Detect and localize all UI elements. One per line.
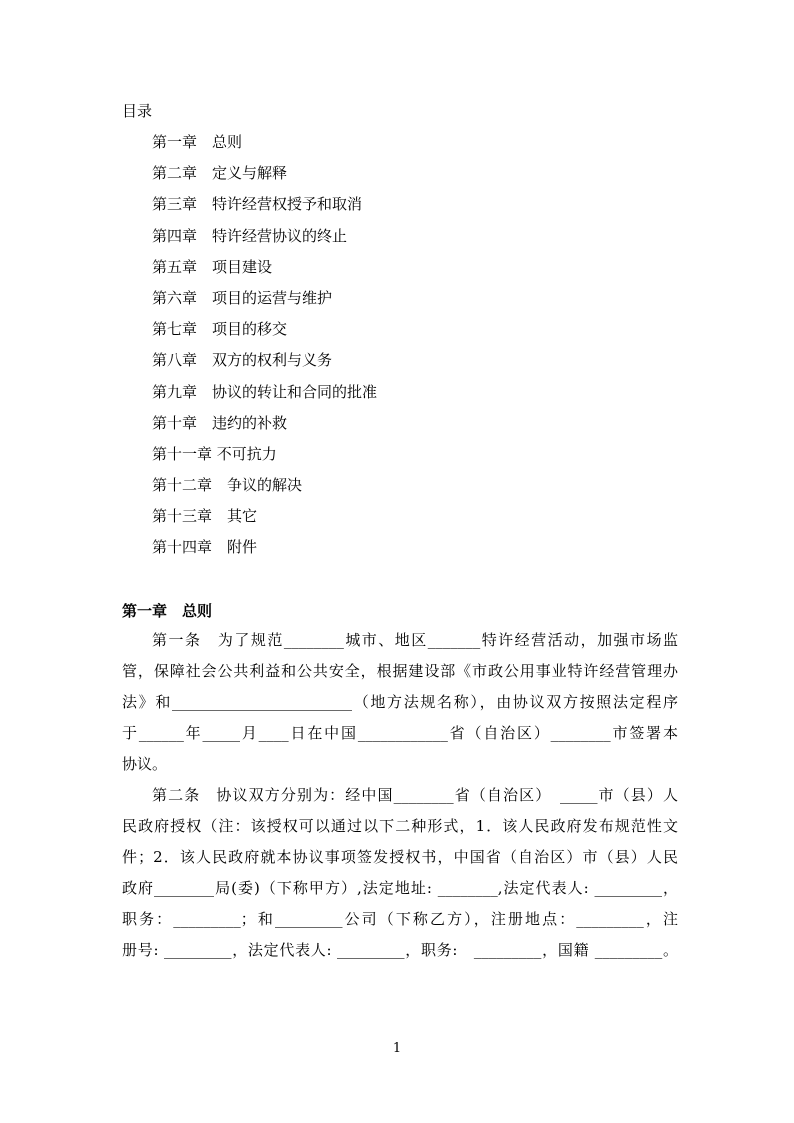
toc-item-chapter-11: 第十一章 不可抗力 <box>152 444 277 463</box>
article-2-line-2: 民政府授权（注：该授权可以通过以下二种形式，1．该人民政府发布规范性文 <box>122 817 678 835</box>
toc-item-chapter-12: 第十二章 争议的解决 <box>152 476 303 495</box>
chapter-1-heading: 第一章 总则 <box>122 602 213 620</box>
article-2-line-4: 政府________局(委)（下称甲方）,法定地址: ________,法定代表人: _________， <box>122 879 678 897</box>
article-1-line-4: 于______年_____月____日在中国____________省（自治区）________市签署本 <box>122 724 678 742</box>
article-1-line-5: 协议。 <box>122 755 168 773</box>
toc-item-chapter-4: 第四章 特许经营协议的终止 <box>152 226 348 245</box>
toc-item-chapter-14: 第十四章 附件 <box>152 538 258 557</box>
table-of-contents <box>152 131 377 568</box>
toc-title: 目录 <box>122 102 153 120</box>
article-1-line-2: 管，保障社会公共利益和公共安全，根据建设部《市政公用事业特许经营管理办 <box>122 662 678 680</box>
toc-item-chapter-9: 第九章 协议的转让和合同的批准 <box>152 382 378 401</box>
toc-item-chapter-2: 第二章 定义与解释 <box>152 164 288 183</box>
toc-item-chapter-8: 第八章 双方的权利与义务 <box>152 351 333 370</box>
toc-item-chapter-3: 第三章 特许经营权授予和取消 <box>152 195 363 214</box>
page-number: 1 <box>392 1041 402 1056</box>
toc-item-chapter-13: 第十三章 其它 <box>152 507 258 526</box>
article-1-line-3: 法》和________________________（地方法规名称），由协议双方按照法定程序 <box>122 693 678 711</box>
chapter-1-body <box>122 625 678 966</box>
toc-item-chapter-10: 第十章 违约的补救 <box>152 413 288 432</box>
article-2-line-5: 职务：_________；和_________公司（下称乙方），注册地点：_________，注 <box>122 910 678 928</box>
article-2-line-3: 件；2．该人民政府就本协议事项签发授权书，中国省（自治区）市（县）人民 <box>122 848 678 866</box>
article-2-line-6: 册号: _________，法定代表人: _________，职务: _________，国籍 _________。 <box>122 941 678 959</box>
article-1-line-1: 第一条 为了规范________城市、地区_______特许经营活动，加强市场监 <box>152 631 678 649</box>
article-2-line-1: 第二条 协议双方分别为：经中国________省（自治区） _____市（县）人 <box>152 786 678 804</box>
toc-item-chapter-5: 第五章 项目建设 <box>152 257 273 276</box>
toc-item-chapter-1: 第一章 总则 <box>152 133 243 151</box>
toc-item-chapter-7: 第七章 项目的移交 <box>152 320 288 339</box>
toc-item-chapter-6: 第六章 项目的运营与维护 <box>152 288 333 307</box>
